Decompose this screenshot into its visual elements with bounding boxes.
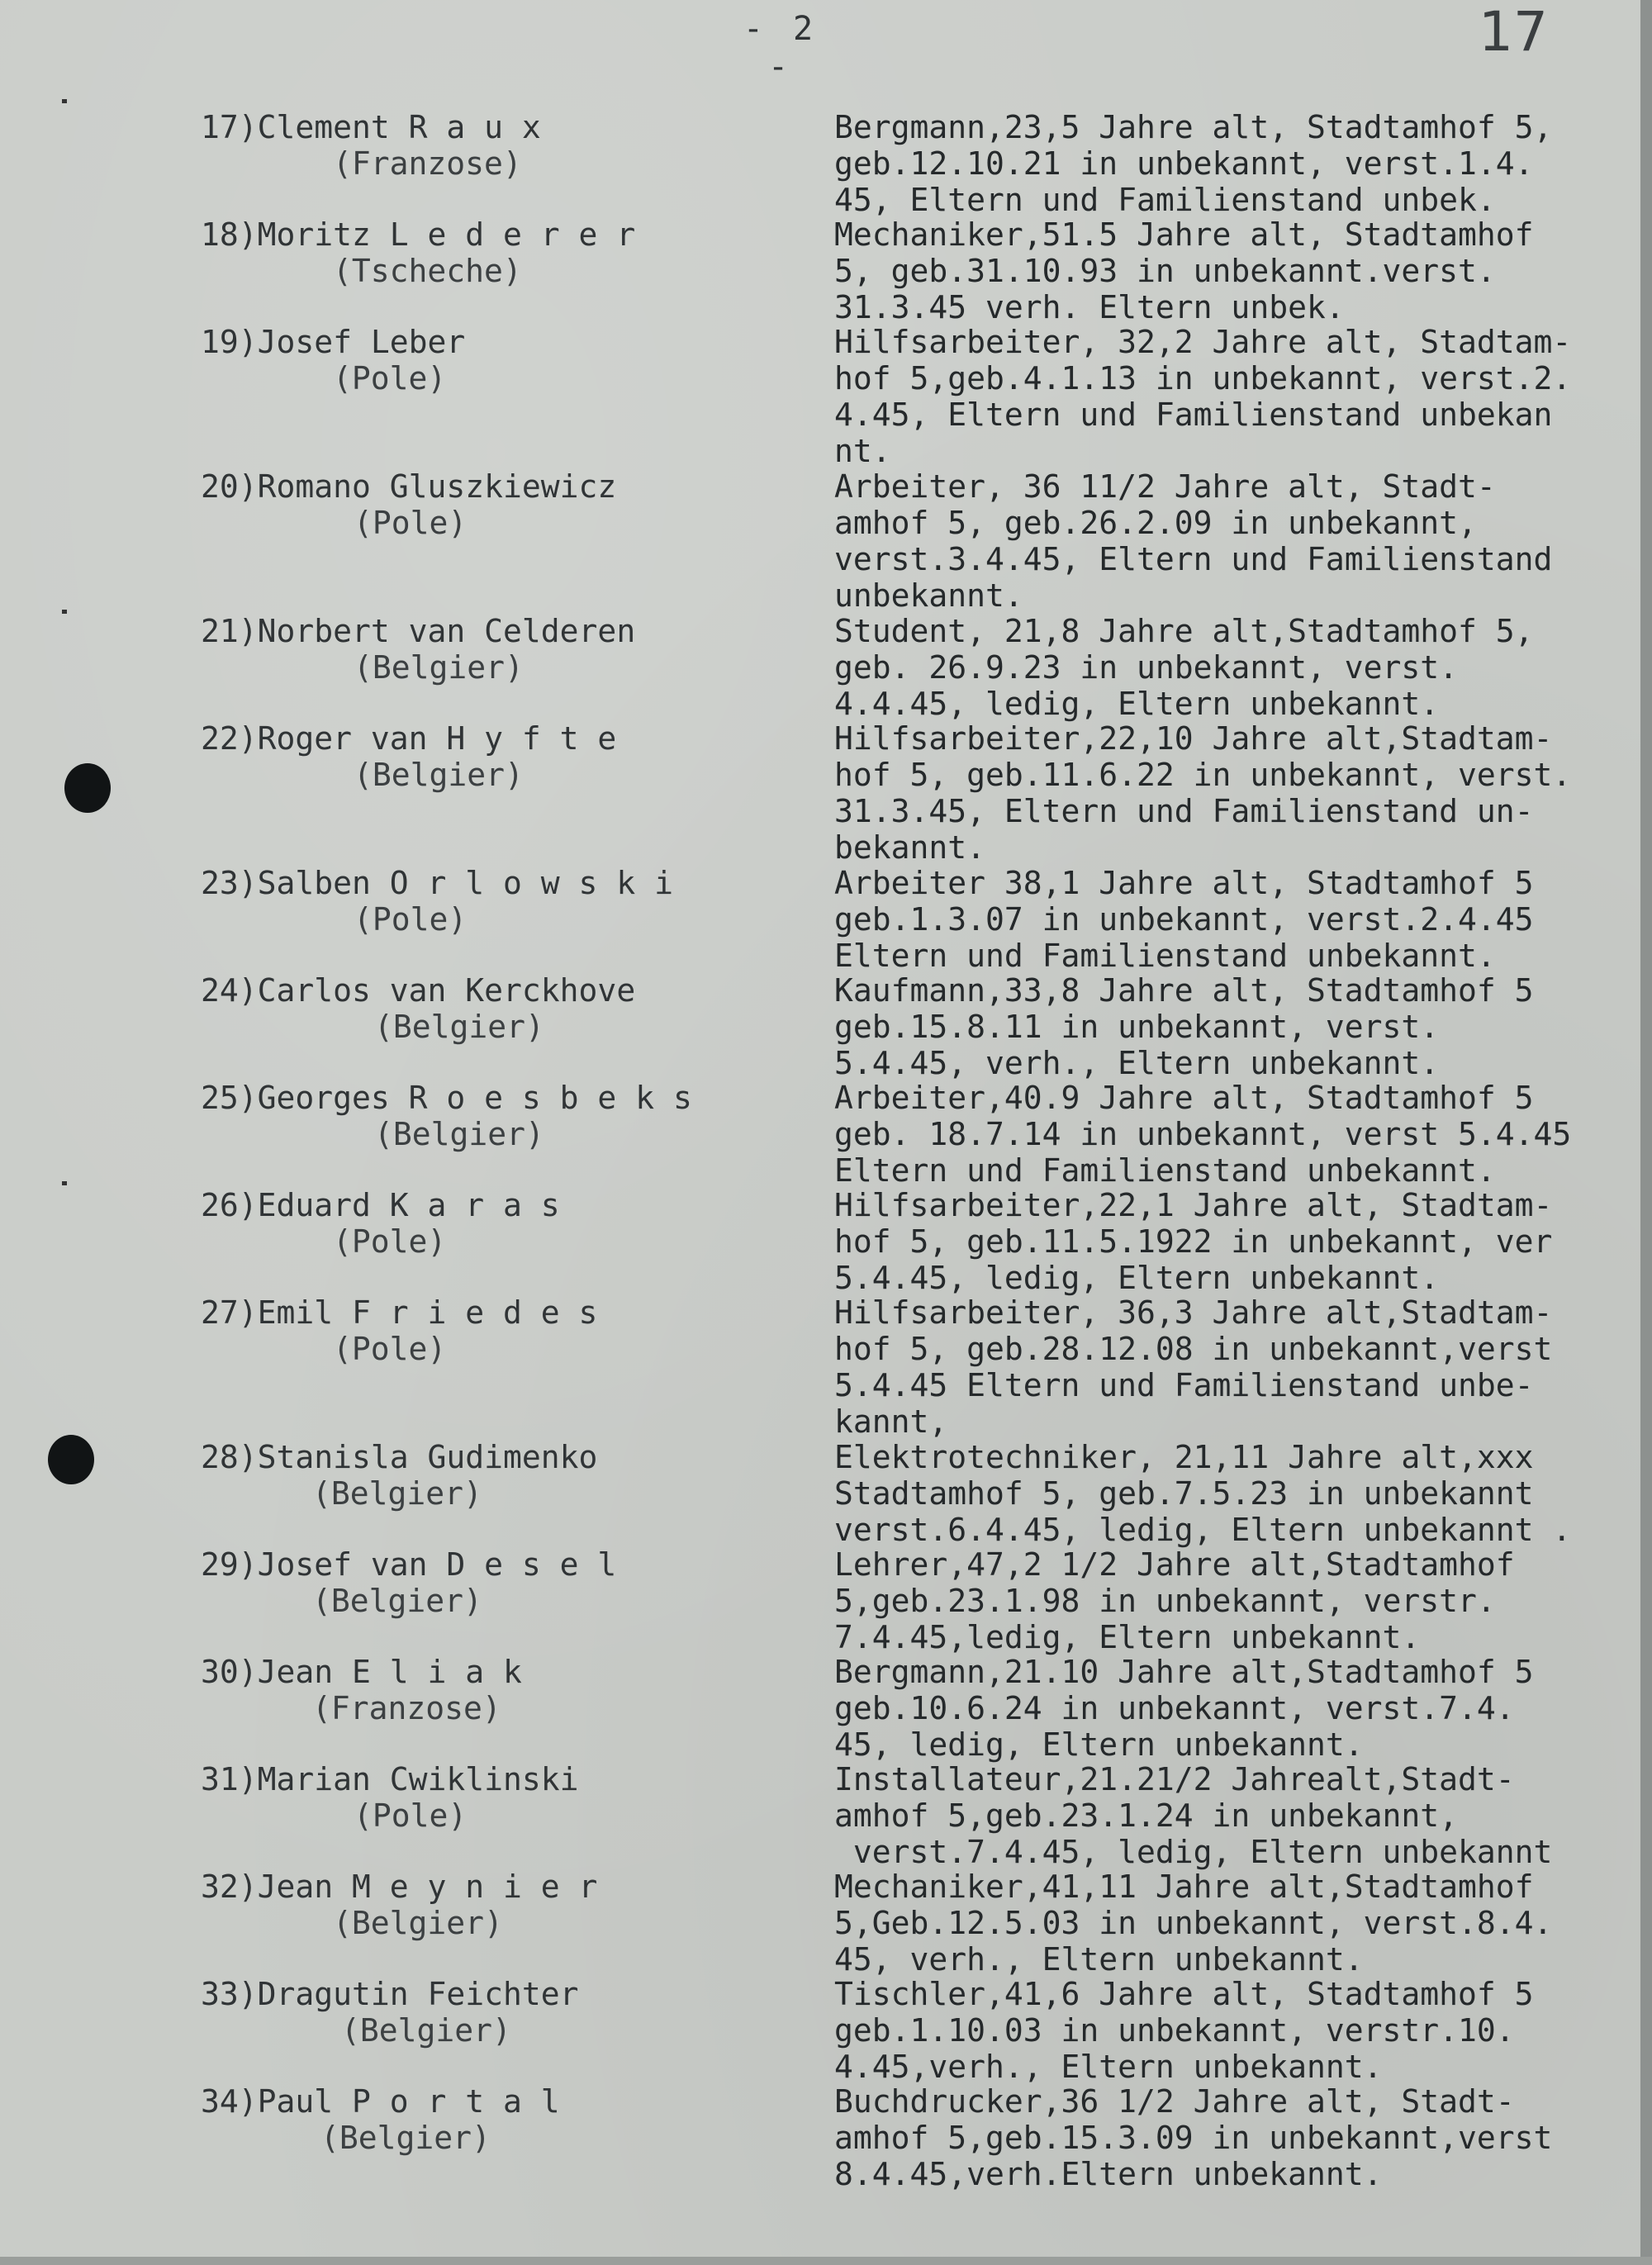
person-name: 29)Josef van D e s e l <box>201 1546 617 1583</box>
person-nationality: (Belgier) <box>374 1009 544 1045</box>
details-line: bekannt. <box>834 829 986 866</box>
person-details <box>834 1439 1644 1548</box>
person-nationality: (Pole) <box>354 505 468 541</box>
details-line: amhof 5,geb.23.1.24 in unbekannt, <box>834 1797 1458 1834</box>
details-line: Mechaniker,41,11 Jahre alt,Stadtamhof <box>834 1869 1534 1905</box>
details-line: amhof 5,geb.15.3.09 in unbekannt,verst <box>834 2120 1553 2156</box>
person-nationality: (Belgier) <box>374 1116 544 1152</box>
person-nationality: (Belgier) <box>312 1583 482 1619</box>
details-line: 5, geb.31.10.93 in unbekannt.verst. <box>834 253 1496 289</box>
details-line: 31.3.45, Eltern und Familienstand un- <box>834 793 1534 829</box>
person-details <box>834 1761 1644 1870</box>
details-line: 7.4.45,ledig, Eltern unbekannt. <box>834 1619 1421 1655</box>
details-line: 5,Geb.12.5.03 in unbekannt, verst.8.4. <box>834 1905 1553 1941</box>
details-line: 5,geb.23.1.98 in unbekannt, verstr. <box>834 1583 1496 1619</box>
details-line: 45, verh., Eltern unbekannt. <box>834 1941 1364 1978</box>
details-line: hof 5, geb.11.5.1922 in unbekannt, ver <box>834 1223 1553 1260</box>
details-line: geb. 18.7.14 in unbekannt, verst 5.4.45 <box>834 1116 1572 1152</box>
person-nationality: (Pole) <box>333 1331 447 1367</box>
details-line: Lehrer,47,2 1/2 Jahre alt,Stadtamhof <box>834 1546 1515 1583</box>
details-line: Arbeiter, 36 11/2 Jahre alt, Stadt- <box>834 468 1496 505</box>
person-details <box>834 1187 1644 1296</box>
person-nationality: (Franzose) <box>333 145 522 182</box>
details-line: Hilfsarbeiter, 32,2 Jahre alt, Stadtam- <box>834 324 1572 360</box>
person-name: 28)Stanisla Gudimenko <box>201 1439 598 1475</box>
details-line: Hilfsarbeiter,22,10 Jahre alt,Stadtam- <box>834 720 1553 757</box>
person-details <box>834 1869 1644 1978</box>
person-name: 17)Clement R a u x <box>201 109 541 145</box>
details-line: 5.4.45, verh., Eltern unbekannt. <box>834 1045 1440 1081</box>
person-nationality: (Pole) <box>333 1223 447 1260</box>
details-line: 4.45,verh., Eltern unbekannt. <box>834 2049 1383 2085</box>
details-line: Student, 21,8 Jahre alt,Stadtamhof 5, <box>834 613 1534 649</box>
details-line: verst.3.4.45, Eltern und Familienstand <box>834 541 1553 577</box>
person-nationality: (Belgier) <box>312 1475 482 1512</box>
details-line: 5.4.45, ledig, Eltern unbekannt. <box>834 1260 1440 1296</box>
person-name: 31)Marian Cwiklinski <box>201 1761 579 1797</box>
details-line: Kaufmann,33,8 Jahre alt, Stadtamhof 5 <box>834 972 1534 1009</box>
person-name: 33)Dragutin Feichter <box>201 1976 579 2012</box>
person-details <box>834 109 1644 218</box>
details-line: verst.7.4.45, ledig, Eltern unbekannt <box>834 1834 1553 1870</box>
details-line: Installateur,21.21/2 Jahrealt,Stadt- <box>834 1761 1515 1797</box>
person-name: 27)Emil F r i e d e s <box>201 1294 598 1331</box>
details-line: 4.4.45, ledig, Eltern unbekannt. <box>834 686 1440 722</box>
handwritten-page-number: 17 <box>1479 0 1548 64</box>
details-line: Bergmann,21.10 Jahre alt,Stadtamhof 5 <box>834 1654 1534 1690</box>
details-line: 4.45, Eltern und Familienstand unbekan <box>834 396 1553 433</box>
person-details <box>834 324 1644 469</box>
person-details <box>834 468 1644 614</box>
person-details <box>834 1654 1644 1763</box>
details-line: verst.6.4.45, ledig, Eltern unbekannt . <box>834 1512 1572 1548</box>
details-line: Hilfsarbeiter, 36,3 Jahre alt,Stadtam- <box>834 1294 1553 1331</box>
details-line: hof 5, geb.11.6.22 in unbekannt, verst. <box>834 757 1572 793</box>
details-line: kannt, <box>834 1403 948 1440</box>
details-line: Stadtamhof 5, geb.7.5.23 in unbekannt <box>834 1475 1534 1512</box>
person-nationality: (Belgier) <box>320 2120 491 2156</box>
person-nationality: (Belgier) <box>354 757 524 793</box>
person-nationality: (Belgier) <box>354 649 524 686</box>
details-line: hof 5, geb.28.12.08 in unbekannt,verst <box>834 1331 1553 1367</box>
person-nationality: (Belgier) <box>341 2012 511 2049</box>
person-nationality: (Pole) <box>333 360 447 396</box>
details-line: amhof 5, geb.26.2.09 in unbekannt, <box>834 505 1477 541</box>
details-line: Eltern und Familienstand unbekannt. <box>834 938 1496 974</box>
details-line: Elektrotechniker, 21,11 Jahre alt,xxx <box>834 1439 1534 1475</box>
details-line: unbekannt. <box>834 577 1023 614</box>
person-details <box>834 1546 1644 1655</box>
details-line: geb.12.10.21 in unbekannt, verst.1.4. <box>834 145 1534 182</box>
details-line: 31.3.45 verh. Eltern unbek. <box>834 289 1345 325</box>
details-line: Hilfsarbeiter,22,1 Jahre alt, Stadtam- <box>834 1187 1553 1223</box>
details-line: geb.1.3.07 in unbekannt, verst.2.4.45 <box>834 901 1534 938</box>
person-name: 22)Roger van H y f t e <box>201 720 617 757</box>
person-details <box>834 216 1644 325</box>
details-line: nt. <box>834 433 891 469</box>
details-line: Bergmann,23,5 Jahre alt, Stadtamhof 5, <box>834 109 1553 145</box>
person-name: 25)Georges R o e s b e k s <box>201 1080 692 1116</box>
person-details <box>834 613 1644 722</box>
details-line: Eltern und Familienstand unbekannt. <box>834 1152 1496 1189</box>
person-nationality: (Tscheche) <box>333 253 522 289</box>
details-line: hof 5,geb.4.1.13 in unbekannt, verst.2. <box>834 360 1572 396</box>
details-line: Arbeiter,40.9 Jahre alt, Stadtamhof 5 <box>834 1080 1534 1116</box>
person-name: 24)Carlos van Kerckhove <box>201 972 636 1009</box>
person-details <box>834 720 1644 866</box>
details-line: Mechaniker,51.5 Jahre alt, Stadtamhof <box>834 216 1534 253</box>
person-name: 26)Eduard K a r a s <box>201 1187 560 1223</box>
details-line: 45, Eltern und Familienstand unbek. <box>834 182 1496 218</box>
details-line: geb.15.8.11 in unbekannt, verst. <box>834 1009 1440 1045</box>
person-nationality: (Belgier) <box>333 1905 503 1941</box>
details-line: 8.4.45,verh.Eltern unbekannt. <box>834 2156 1383 2192</box>
details-line: Arbeiter 38,1 Jahre alt, Stadtamhof 5 <box>834 865 1534 901</box>
person-name: 20)Romano Gluszkiewicz <box>201 468 617 505</box>
details-line: 5.4.45 Eltern und Familienstand unbe- <box>834 1367 1534 1403</box>
person-details <box>834 865 1644 974</box>
person-details <box>834 1976 1644 2085</box>
person-details <box>834 1080 1644 1189</box>
person-details <box>834 972 1644 1081</box>
person-name: 34)Paul P o r t a l <box>201 2083 560 2120</box>
page-marker: - 2 - <box>743 10 819 86</box>
person-name: 19)Josef Leber <box>201 324 466 360</box>
person-name: 23)Salben O r l o w s k i <box>201 865 673 901</box>
person-name: 21)Norbert van Celderen <box>201 613 636 649</box>
details-line: Tischler,41,6 Jahre alt, Stadtamhof 5 <box>834 1976 1534 2012</box>
details-line: 45, ledig, Eltern unbekannt. <box>834 1726 1364 1763</box>
person-details <box>834 1294 1644 1440</box>
person-name: 18)Moritz L e d e r e r <box>201 216 636 253</box>
person-details <box>834 2083 1644 2192</box>
person-nationality: (Pole) <box>354 901 468 938</box>
person-name: 32)Jean M e y n i e r <box>201 1869 598 1905</box>
details-line: geb.10.6.24 in unbekannt, verst.7.4. <box>834 1690 1515 1726</box>
person-nationality: (Pole) <box>354 1797 468 1834</box>
person-name: 30)Jean E l i a k <box>201 1654 522 1690</box>
person-nationality: (Franzose) <box>312 1690 501 1726</box>
details-line: Buchdrucker,36 1/2 Jahre alt, Stadt- <box>834 2083 1515 2120</box>
details-line: geb.1.10.03 in unbekannt, verstr.10. <box>834 2012 1515 2049</box>
details-line: geb. 26.9.23 in unbekannt, verst. <box>834 649 1458 686</box>
